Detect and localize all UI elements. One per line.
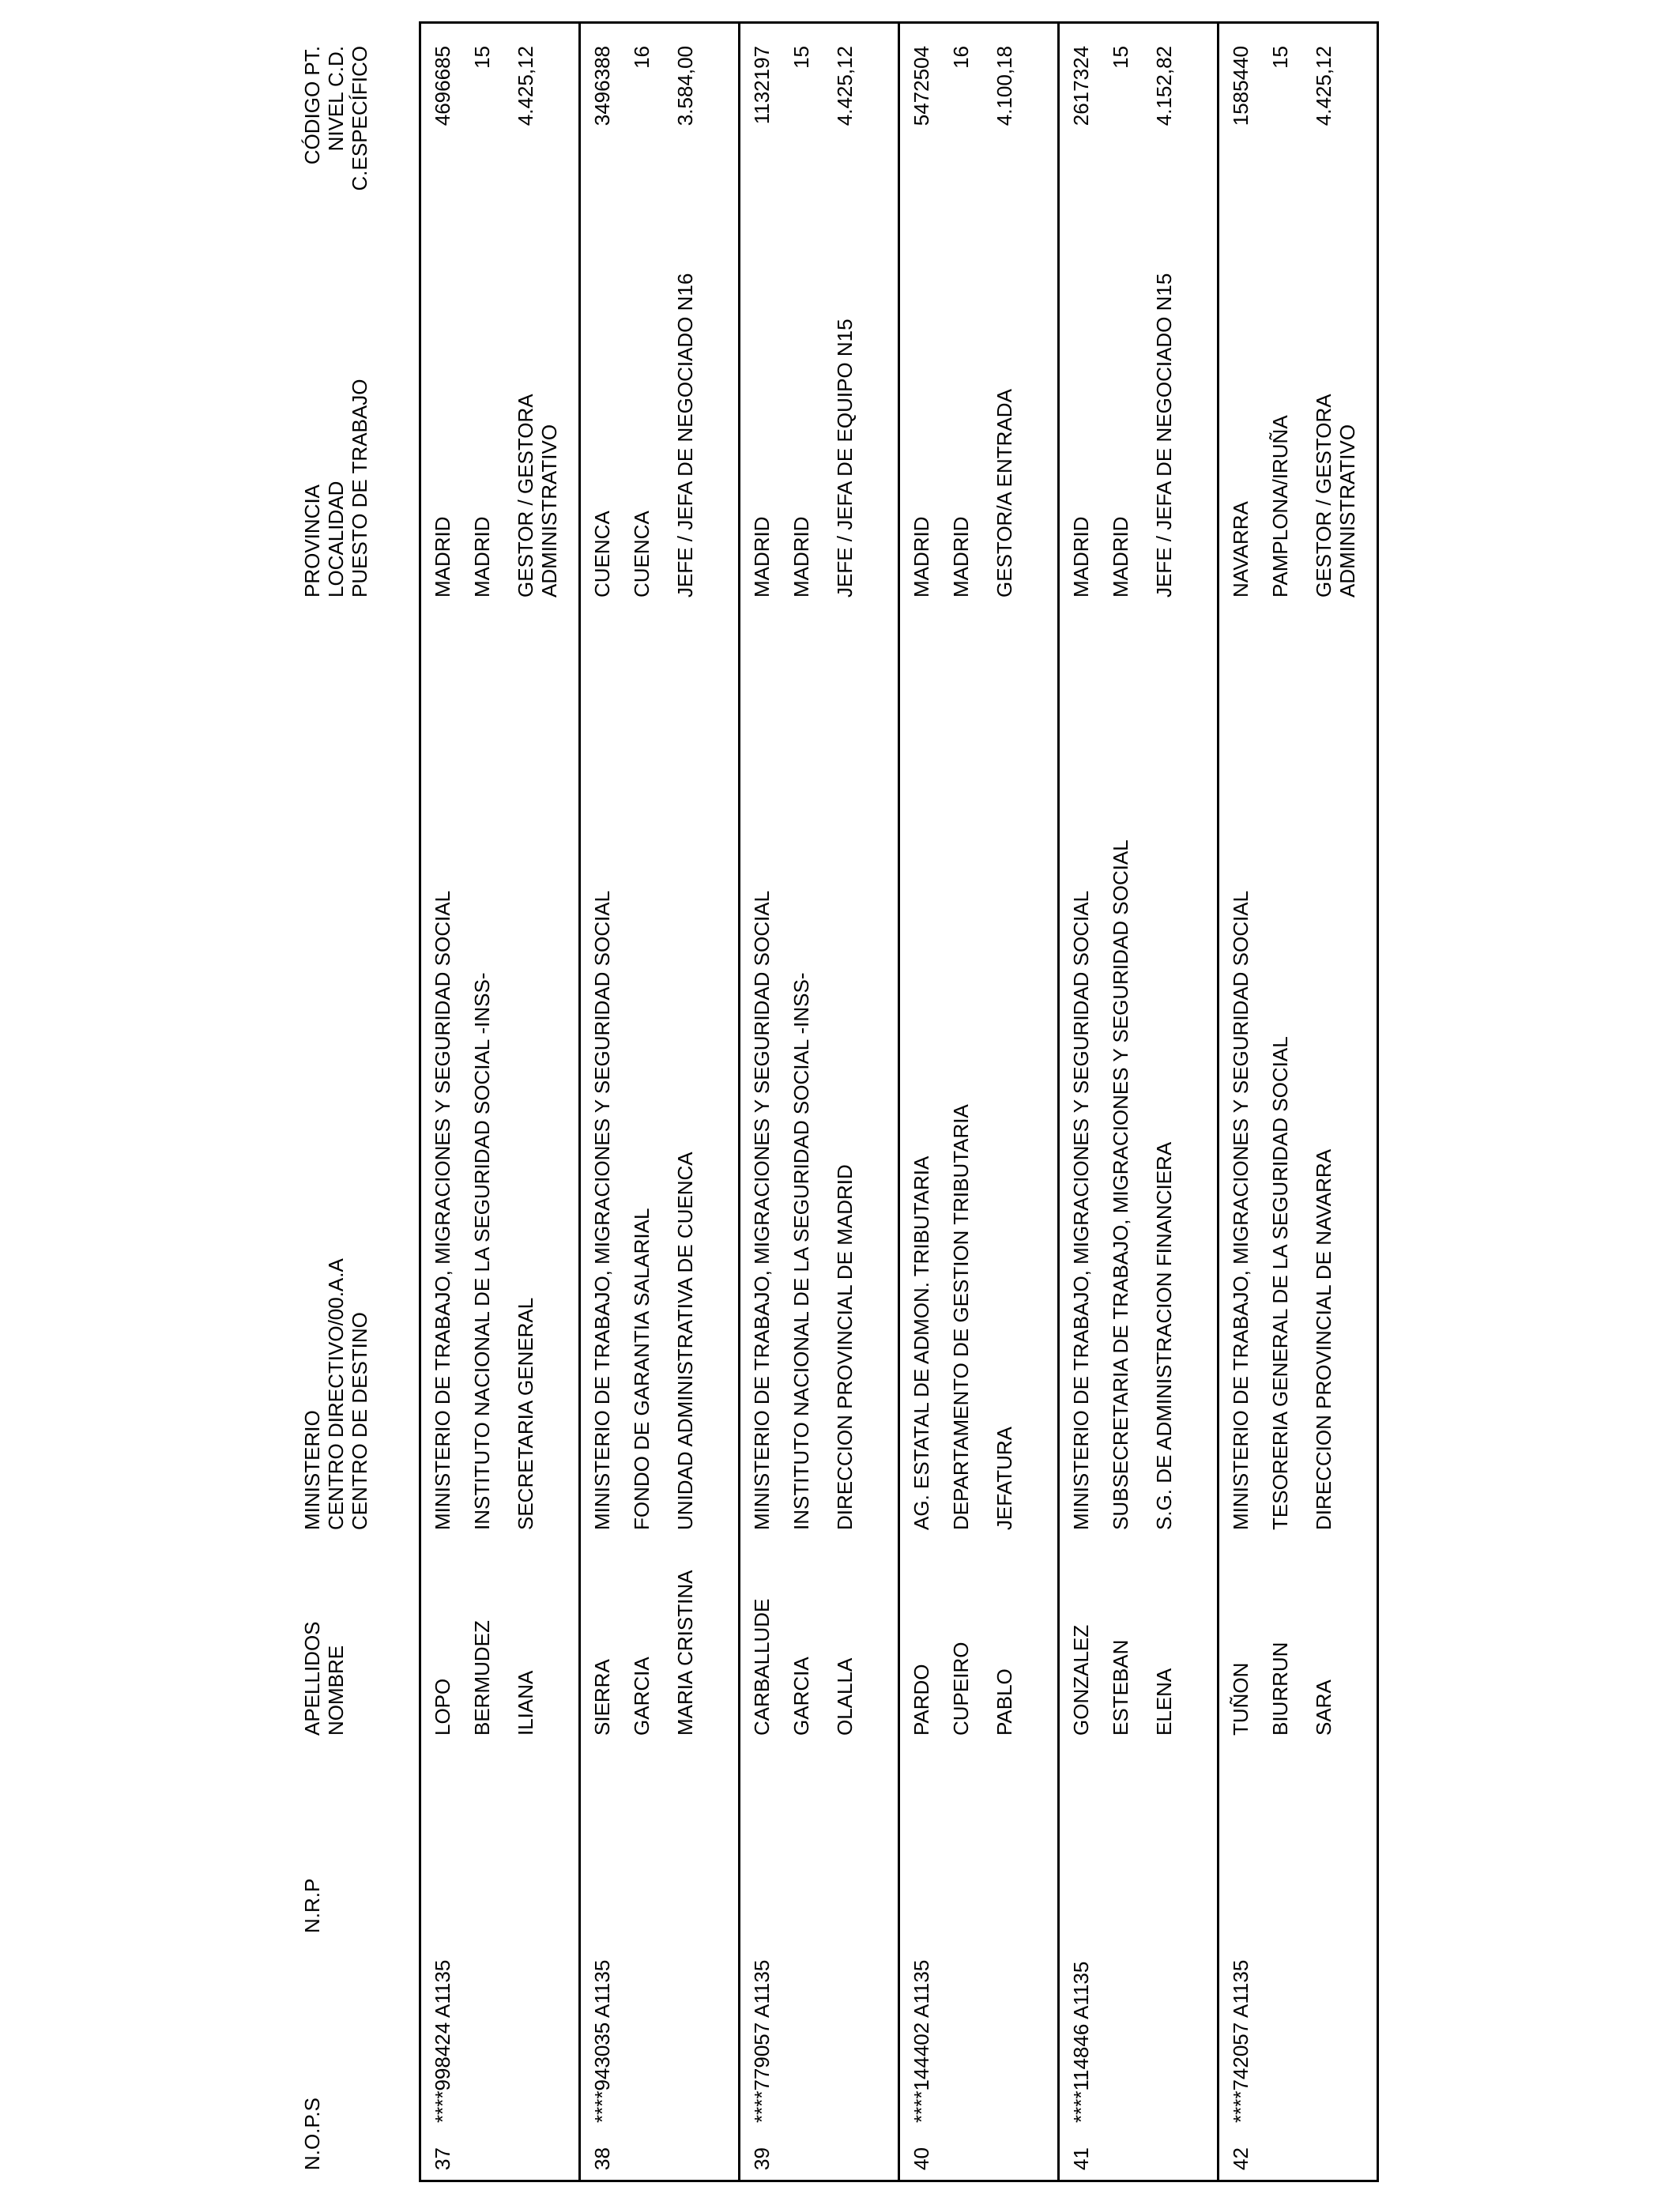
row-divider (738, 21, 740, 2182)
cell-ministerio: MINISTERIO DE TRABAJO, MIGRACIONES Y SEGURIDAD SOCIAL (1229, 890, 1252, 1530)
header-nops: N.O.P.S (300, 2097, 324, 2170)
cell-provincia: MADRID (431, 516, 454, 598)
cell-nivel: 15 (1109, 46, 1132, 69)
cell-localidad: MADRID (1109, 516, 1132, 598)
cell-localidad: MADRID (470, 516, 494, 598)
cell-centro-destino: DIRECCION PROVINCIAL DE NAVARRA (1312, 1148, 1335, 1530)
cell-apellido1: GONZALEZ (1069, 1624, 1093, 1736)
cell-nombre: ELENA (1152, 1668, 1176, 1736)
cell-ministerio: MINISTERIO DE TRABAJO, MIGRACIONES Y SEGURIDAD SOCIAL (590, 890, 614, 1530)
cell-nrp: ****144402 A1135 (910, 1959, 933, 2123)
cell-apellido2: GARCIA (789, 1657, 813, 1736)
cell-nops: 39 (750, 2147, 774, 2170)
cell-nrp: ****114846 A1135 (1069, 1961, 1093, 2123)
cell-nops: 42 (1229, 2147, 1252, 2170)
cell-nrp: ****779057 A1135 (750, 1959, 774, 2123)
cell-localidad: PAMPLONA/IRUÑA (1268, 415, 1292, 598)
row-divider (1057, 21, 1060, 2182)
cell-centro-directivo: DEPARTAMENTO DE GESTION TRIBUTARIA (949, 1104, 973, 1530)
cell-puesto: GESTOR / GESTORA ADMINISTRATIVO (514, 394, 561, 598)
cell-codigo: 1132197 (750, 46, 774, 125)
cell-nops: 38 (590, 2147, 614, 2170)
cell-apellido1: SIERRA (590, 1659, 614, 1736)
cell-centro-directivo: INSTITUTO NACIONAL DE LA SEGURIDAD SOCIAL -INSS- (470, 972, 494, 1530)
cell-puesto: GESTOR/A ENTRADA (993, 389, 1016, 598)
cell-nrp: ****998424 A1135 (431, 1959, 454, 2123)
cell-especifico: 3.584,00 (673, 46, 697, 126)
row-divider (1217, 21, 1219, 2182)
header-apellidos: APELLIDOS (300, 1621, 324, 1736)
cell-codigo: 3496388 (590, 46, 614, 126)
cell-nivel: 16 (949, 46, 973, 69)
cell-puesto: JEFE / JEFA DE EQUIPO N15 (833, 319, 857, 598)
cell-centro-directivo: SUBSECRETARIA DE TRABAJO, MIGRACIONES Y SEGURIDAD SOCIAL (1109, 839, 1132, 1530)
cell-provincia: CUENCA (590, 511, 614, 598)
cell-centro-destino: SECRETARIA GENERAL (514, 1297, 537, 1530)
cell-apellido1: CARBALLUDE (750, 1598, 774, 1736)
header-centro-destino: CENTRO DE DESTINO (348, 1312, 371, 1530)
cell-centro-destino: JEFATURA (993, 1427, 1016, 1530)
cell-ministerio: MINISTERIO DE TRABAJO, MIGRACIONES Y SEGURIDAD SOCIAL (1069, 890, 1093, 1530)
cell-ministerio: MINISTERIO DE TRABAJO, MIGRACIONES Y SEGURIDAD SOCIAL (431, 890, 454, 1530)
cell-nivel: 15 (789, 46, 813, 69)
cell-especifico: 4.425,12 (514, 46, 537, 126)
cell-apellido1: TUÑON (1229, 1662, 1252, 1736)
cell-codigo: 1585440 (1229, 46, 1252, 126)
cell-localidad: CUENCA (630, 511, 654, 598)
header-especifico: C.ESPECÍFICO (348, 46, 371, 191)
cell-apellido2: BERMUDEZ (470, 1620, 494, 1736)
cell-localidad: MADRID (789, 516, 813, 598)
header-nombre: NOMBRE (324, 1645, 348, 1736)
cell-especifico: 4.100,18 (993, 46, 1016, 126)
cell-puesto: JEFE / JEFA DE NEGOCIADO N15 (1152, 273, 1176, 598)
cell-nombre: MARIA CRISTINA (673, 1570, 697, 1736)
cell-provincia: MADRID (910, 516, 933, 598)
cell-nombre: SARA (1312, 1679, 1335, 1736)
cell-centro-destino: DIRECCION PROVINCIAL DE MADRID (833, 1164, 857, 1530)
row-divider (578, 21, 581, 2182)
cell-codigo: 5472504 (910, 46, 933, 126)
cell-centro-destino: S.G. DE ADMINISTRACION FINANCIERA (1152, 1141, 1176, 1530)
cell-apellido1: PARDO (910, 1664, 933, 1736)
cell-nrp: ****943035 A1135 (590, 1959, 614, 2123)
cell-apellido1: LOPO (431, 1678, 454, 1736)
cell-centro-directivo: FONDO DE GARANTIA SALARIAL (630, 1208, 654, 1530)
header-provincia: PROVINCIA (300, 484, 324, 598)
cell-provincia: MADRID (1069, 516, 1093, 598)
cell-apellido2: CUPEIRO (949, 1642, 973, 1736)
cell-apellido2: ESTEBAN (1109, 1639, 1132, 1736)
header-codigo: CÓDIGO PT. (300, 46, 324, 165)
cell-apellido2: BIURRUN (1268, 1642, 1292, 1736)
header-localidad: LOCALIDAD (324, 481, 348, 598)
cell-localidad: MADRID (949, 516, 973, 598)
cell-ministerio: MINISTERIO DE TRABAJO, MIGRACIONES Y SEGURIDAD SOCIAL (750, 890, 774, 1530)
cell-nops: 40 (910, 2147, 933, 2170)
cell-provincia: MADRID (750, 516, 774, 598)
cell-centro-directivo: TESORERIA GENERAL DE LA SEGURIDAD SOCIAL (1268, 1036, 1292, 1530)
header-nivel: NIVEL C.D. (324, 46, 348, 152)
cell-ministerio: AG. ESTATAL DE ADMON. TRIBUTARIA (910, 1155, 933, 1530)
cell-nombre: OLALLA (833, 1657, 857, 1736)
cell-nivel: 16 (630, 46, 654, 69)
cell-centro-destino: UNIDAD ADMINISTRATIVA DE CUENCA (673, 1152, 697, 1530)
cell-nrp: ****742057 A1135 (1229, 1959, 1252, 2123)
cell-nombre: ILIANA (514, 1670, 537, 1736)
cell-nops: 37 (431, 2147, 454, 2170)
cell-apellido2: GARCIA (630, 1657, 654, 1736)
cell-nivel: 15 (470, 46, 494, 69)
cell-especifico: 4.425,12 (1312, 46, 1335, 126)
header-nrp: N.R.P (300, 1878, 324, 1933)
header-ministerio: MINISTERIO (300, 1410, 324, 1530)
cell-centro-directivo: INSTITUTO NACIONAL DE LA SEGURIDAD SOCIAL -INSS- (789, 972, 813, 1530)
cell-nombre: PABLO (993, 1668, 1016, 1736)
cell-puesto: GESTOR / GESTORA ADMINISTRATIVO (1312, 394, 1359, 598)
cell-nops: 41 (1069, 2147, 1093, 2170)
cell-nivel: 15 (1268, 46, 1292, 69)
cell-codigo: 2617324 (1069, 46, 1093, 126)
cell-especifico: 4.152,82 (1152, 46, 1176, 126)
cell-especifico: 4.425,12 (833, 46, 857, 126)
cell-puesto: JEFE / JEFA DE NEGOCIADO N16 (673, 273, 697, 598)
row-divider (898, 21, 900, 2182)
cell-codigo: 4696685 (431, 46, 454, 126)
header-centro-directivo: CENTRO DIRECTIVO/00.A.A (324, 1258, 348, 1530)
header-puesto: PUESTO DE TRABAJO (348, 379, 371, 598)
cell-provincia: NAVARRA (1229, 501, 1252, 598)
